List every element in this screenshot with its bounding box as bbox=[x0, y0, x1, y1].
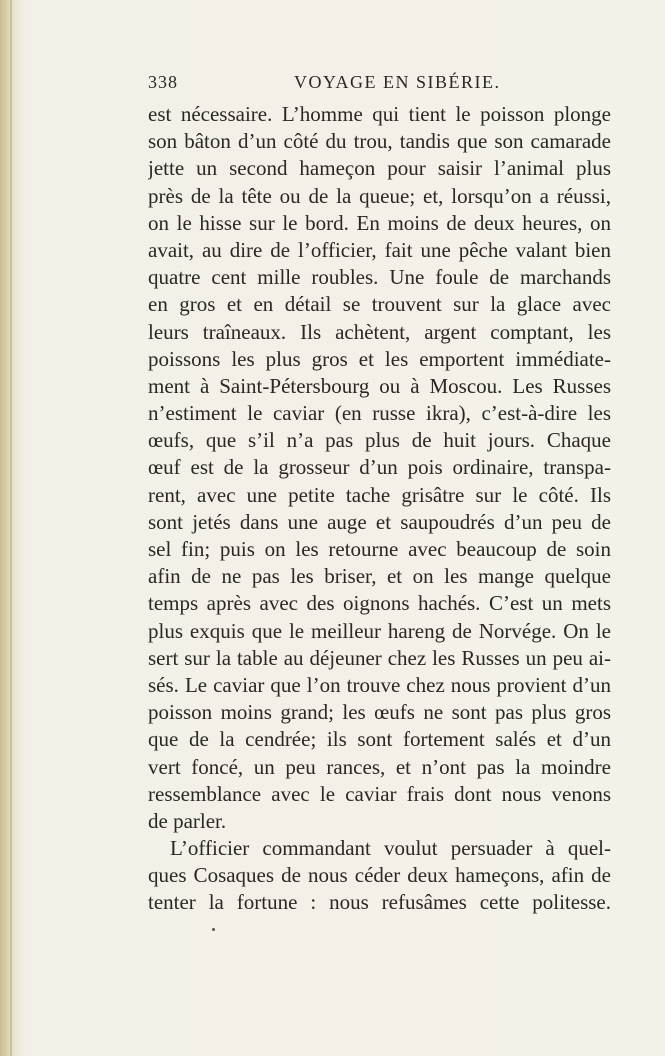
text-line: sés. Le caviar que l’on trouve chez nous provient d’un bbox=[148, 672, 611, 697]
text-line: leurs traîneaux. Ils achètent, argent comptant, les bbox=[148, 319, 611, 344]
text-line: tenter la fortune : nous refusâmes cette politesse. bbox=[148, 890, 611, 915]
text-line: L’officier commandant voulut persuader à quel- bbox=[170, 836, 611, 861]
text-line: on le hisse sur le bord. En moins de deux heures, on bbox=[148, 210, 611, 235]
text-line: son bâton d’un côté du trou, tandis que son camarade bbox=[148, 129, 611, 154]
text-line: ques Cosaques de nous céder deux hameçons, afin de bbox=[148, 863, 611, 888]
running-title: VOYAGE EN SIBÉRIE. bbox=[294, 72, 501, 92]
text-line: vert foncé, un peu rances, et n’ont pas la moindre bbox=[148, 754, 611, 779]
text-line: sel fin; puis on les retourne avec beaucoup de soin bbox=[148, 537, 611, 561]
text-line: afin de ne pas les briser, et on les mange quelque bbox=[148, 564, 611, 589]
ink-speck bbox=[212, 928, 215, 931]
text-line: poissons les plus gros et les emportent immédiate- bbox=[148, 346, 611, 371]
text-line: ressemblance avec le caviar frais dont nous venons bbox=[148, 781, 611, 806]
text-line: sert sur la table au déjeuner chez les Russes un peu ai- bbox=[148, 645, 611, 670]
text-line: sont jetés dans une auge et saupoudrés d’un peu de bbox=[148, 509, 611, 534]
text-line: est nécessaire. L’homme qui tient le poisson plonge bbox=[148, 102, 611, 126]
text-line: plus exquis que le meilleur hareng de Norvége. On le bbox=[148, 618, 611, 643]
text-line: temps après avec des oignons hachés. C’est un mets bbox=[148, 591, 611, 616]
text-line: en gros et en détail se trouvent sur la glace avec bbox=[148, 292, 611, 317]
running-head bbox=[148, 72, 610, 96]
text-line: œuf est de la grosseur d’un pois ordinaire, transpa- bbox=[148, 455, 611, 480]
text-line: que de la cendrée; ils sont fortement salés et d’un bbox=[148, 727, 611, 752]
text-line: de parler. bbox=[148, 808, 227, 833]
body-text bbox=[148, 101, 611, 917]
page-number: 338 bbox=[148, 72, 178, 92]
text-line: quatre cent mille roubles. Une foule de marchands bbox=[148, 265, 611, 290]
text-line: près de la tête ou de la queue; et, lorsqu’on a réussi, bbox=[148, 183, 611, 208]
page-gutter bbox=[10, 0, 12, 1056]
text-line: avait, au dire de l’officier, fait une pêche valant bien bbox=[148, 237, 611, 262]
text-line: poisson moins grand; les œufs ne sont pas plus gros bbox=[148, 700, 611, 725]
text-line: jette un second hameçon pour saisir l’animal plus bbox=[148, 156, 611, 181]
text-line: ment à Saint-Pétersbourg ou à Moscou. Les Russes bbox=[148, 373, 611, 398]
text-line: œufs, que s’il n’a pas plus de huit jours. Chaque bbox=[148, 428, 611, 453]
text-line: n’estiment le caviar (en russe ikra), c’est-à-dire les bbox=[148, 401, 611, 426]
text-line: rent, avec une petite tache grisâtre sur le côté. Ils bbox=[148, 482, 611, 507]
